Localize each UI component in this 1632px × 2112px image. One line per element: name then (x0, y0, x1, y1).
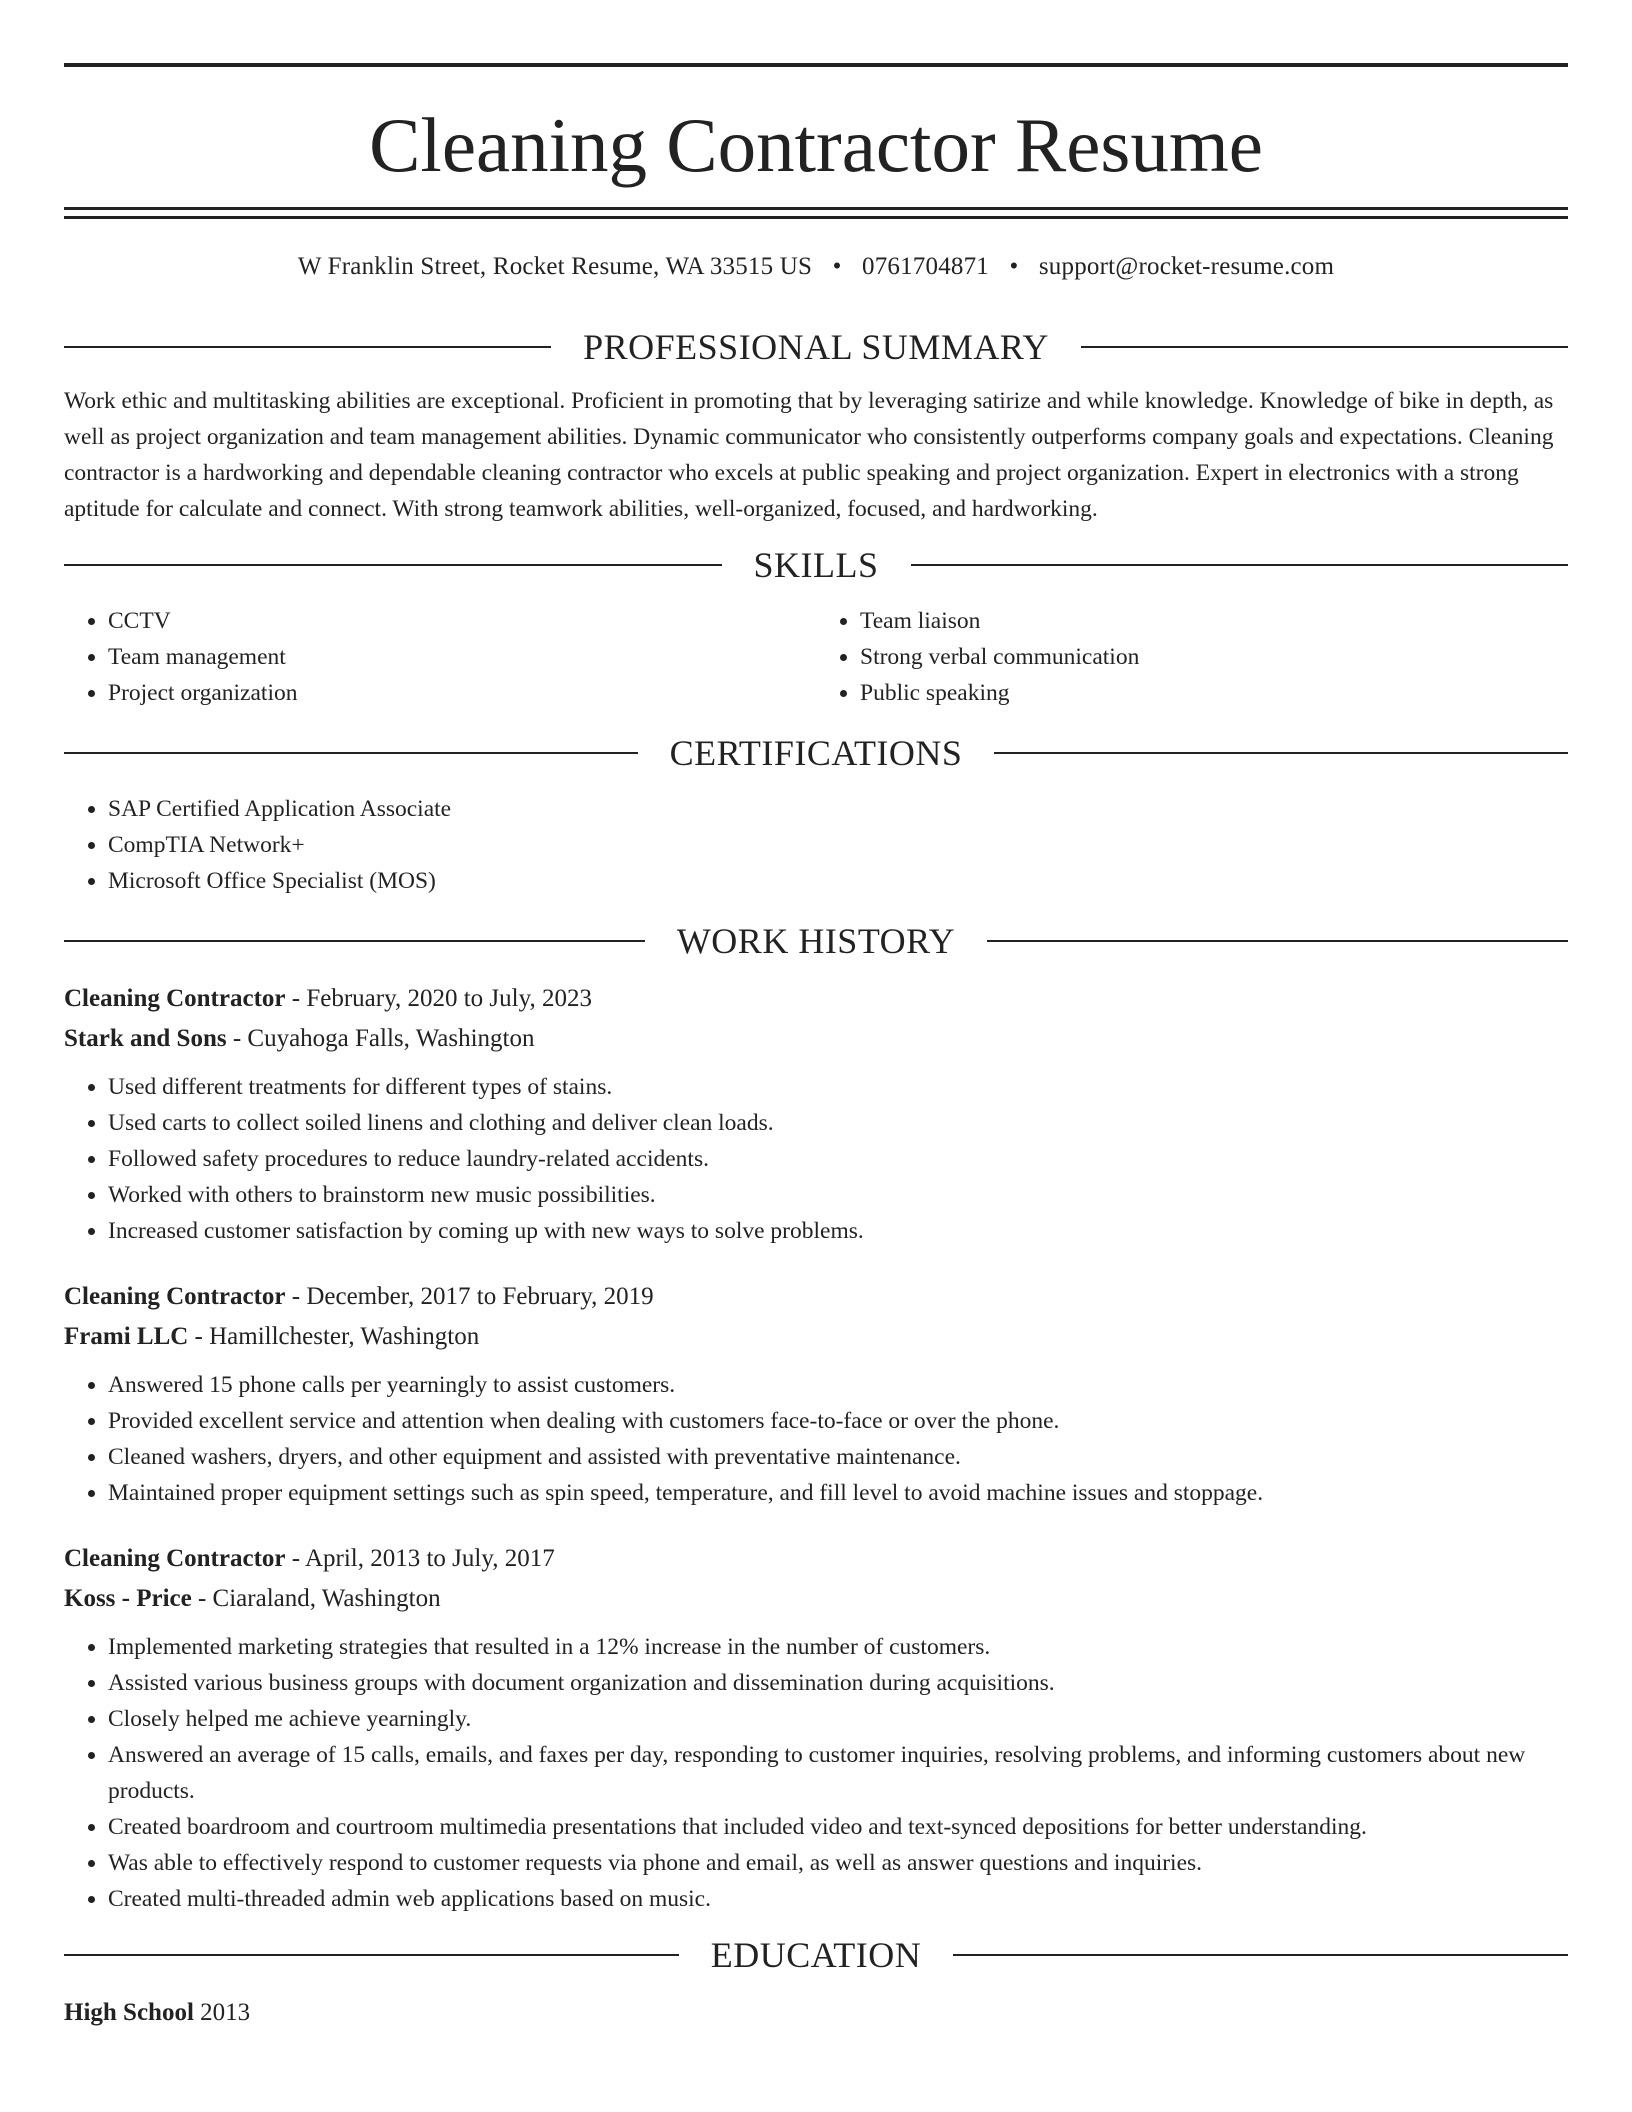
education-year: 2013 (193, 1999, 251, 2026)
job-location: - Hamillchester, Washington (188, 1323, 480, 1350)
certification-item: • CompTIA Network+ (108, 827, 1568, 863)
section-title: SKILLS (753, 545, 879, 585)
job-dates: - April, 2013 to July, 2017 (285, 1545, 555, 1572)
section-title: EDUCATION (710, 1935, 922, 1975)
job-title: Cleaning Contractor (64, 1545, 286, 1572)
section-title: CERTIFICATIONS (669, 733, 963, 773)
skill-item: • Public speaking (860, 675, 1568, 711)
job-bullet: • Was able to effectively respond to customer requests via phone and email, as well as answer questions and inquiries. (108, 1845, 1568, 1881)
section-rule (994, 752, 1568, 754)
job-bullet: • Provided excellent service and attention when dealing with customers face-to-face or over the phone. (108, 1403, 1568, 1439)
title-double-rule (64, 207, 1568, 219)
job-bullet: • Used different treatments for different types of stains. (108, 1069, 1568, 1105)
job-title-line (64, 979, 1568, 1019)
section-rule (64, 346, 551, 348)
skills-list (64, 603, 1568, 711)
job-bullet: • Created boardroom and courtroom multimedia presentations that included video and text-synced depositions for better understanding. (108, 1809, 1568, 1845)
job-company: Koss - Price (64, 1585, 192, 1612)
job-company: Frami LLC (64, 1323, 189, 1350)
job-location: - Cuyahoga Falls, Washington (226, 1025, 535, 1052)
contact-phone: 0761704871 (862, 253, 989, 280)
job-entry (64, 979, 1568, 1249)
resume-title: Cleaning Contractor Resume (369, 102, 1263, 188)
job-bullet: • Answered 15 phone calls per yearningly to assist customers. (108, 1367, 1568, 1403)
certifications-list (64, 791, 1568, 899)
section-header-certifications (64, 725, 1568, 781)
certification-item: • SAP Certified Application Associate (108, 791, 1568, 827)
section-title: WORK HISTORY (676, 921, 956, 961)
job-bullet: • Worked with others to brainstorm new music possibilities. (108, 1177, 1568, 1213)
job-bullet: • Maintained proper equipment settings such as spin speed, temperature, and fill level to avoid machine issues and stoppage. (108, 1475, 1568, 1511)
certification-item: • Microsoft Office Specialist (MOS) (108, 863, 1568, 899)
section-header-skills (64, 537, 1568, 593)
job-company: Stark and Sons (64, 1025, 227, 1052)
resume-page (64, 0, 1568, 2033)
job-bullet: • Increased customer satisfaction by coming up with new ways to solve problems. (108, 1213, 1568, 1249)
job-title: Cleaning Contractor (64, 1283, 286, 1310)
job-company-line (64, 1579, 1568, 1619)
contact-separator: • (1009, 253, 1019, 280)
education-school: High School (64, 1999, 194, 2026)
job-entry (64, 1539, 1568, 1917)
skills-column-right (816, 603, 1568, 711)
section-header-work-history (64, 913, 1568, 969)
skill-item: • Team liaison (860, 603, 1568, 639)
job-bullets (64, 1069, 1568, 1249)
job-dates: - December, 2017 to February, 2019 (285, 1283, 654, 1310)
job-bullet: • Created multi-threaded admin web applications based on music. (108, 1881, 1568, 1917)
job-entry (64, 1277, 1568, 1511)
contact-email: support@rocket-resume.com (1038, 253, 1335, 280)
job-bullet: • Used carts to collect soiled linens and clothing and deliver clean loads. (108, 1105, 1568, 1141)
job-bullet: • Followed safety procedures to reduce laundry-related accidents. (108, 1141, 1568, 1177)
skill-item: • CCTV (108, 603, 816, 639)
skill-item: • Team management (108, 639, 816, 675)
job-dates: - February, 2020 to July, 2023 (285, 985, 592, 1012)
job-company-line (64, 1317, 1568, 1357)
contact-line (64, 253, 1568, 293)
section-rule (64, 1954, 679, 1956)
top-rule (64, 63, 1568, 67)
job-bullet: • Assisted various business groups with document organization and dissemination during acquisitions. (108, 1665, 1568, 1701)
job-bullets (64, 1367, 1568, 1511)
skill-item: • Project organization (108, 675, 816, 711)
job-title-line (64, 1539, 1568, 1579)
section-header-summary (64, 319, 1568, 375)
section-rule (987, 940, 1568, 942)
job-location: - Ciaraland, Washington (191, 1585, 441, 1612)
summary-text: Work ethic and multitasking abilities are exceptional. Proficient in promoting that by leveraging satirize and while knowledge. Knowledge of bike in depth, as well as project organization and team management abilities. Dynamic communicator who consistently outperforms company goals and expectations. Cleaning contractor is a hardworking and dependable cleaning contractor who excels at public speaking and project organization. Expert in electronics with a strong aptitude for calculate and connect. With strong teamwork abilities, well-organized, focused, and hardworking. (64, 388, 1554, 522)
job-company-line (64, 1019, 1568, 1059)
section-rule (911, 564, 1569, 566)
section-rule (1081, 346, 1568, 348)
work-history-list (64, 979, 1568, 1917)
job-title-line (64, 1277, 1568, 1317)
job-bullet: • Closely helped me achieve yearningly. (108, 1701, 1568, 1737)
job-title: Cleaning Contractor (64, 985, 286, 1012)
contact-separator: • (832, 253, 842, 280)
job-bullets (64, 1629, 1568, 1917)
section-rule (953, 1954, 1568, 1956)
job-bullet: • Cleaned washers, dryers, and other equipment and assisted with preventative maintenance. (108, 1439, 1568, 1475)
contact-address: W Franklin Street, Rocket Resume, WA 33515 US (297, 253, 813, 280)
skills-column-left (64, 603, 816, 711)
job-bullet: • Answered an average of 15 calls, emails, and faxes per day, responding to customer inquiries, resolving problems, and informing customers about new products. (108, 1737, 1568, 1809)
section-rule (64, 752, 638, 754)
skill-item: • Strong verbal communication (860, 639, 1568, 675)
section-header-education (64, 1927, 1568, 1983)
section-rule (64, 564, 722, 566)
section-title: PROFESSIONAL SUMMARY (583, 327, 1049, 367)
job-bullet: • Implemented marketing strategies that resulted in a 12% increase in the number of customers. (108, 1629, 1568, 1665)
education-entry (64, 1993, 1568, 2033)
section-rule (64, 940, 645, 942)
